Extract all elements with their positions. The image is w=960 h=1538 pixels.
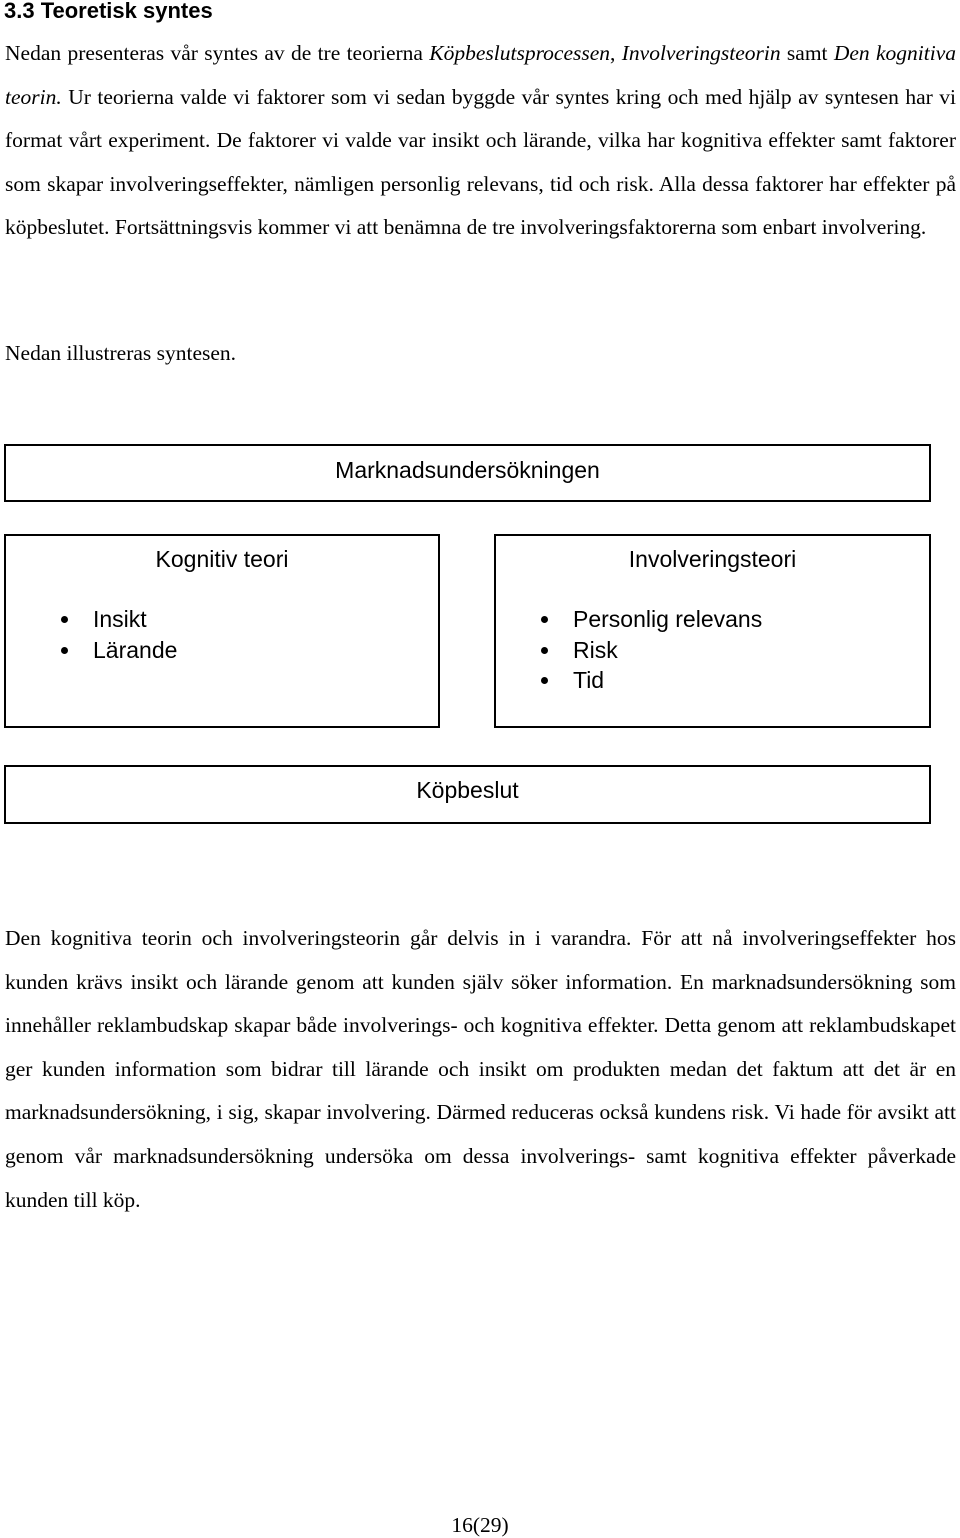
theory-kognitiv: Den kognitiva teorin. (5, 41, 956, 109)
list-item (541, 604, 762, 635)
illustration-intro: Nedan illustreras syntesen. (5, 341, 237, 365)
purchase-decision-label: Köpbeslut (416, 777, 519, 803)
involvement-factor-list (541, 604, 762, 696)
factor-label: Risk (573, 636, 618, 663)
factor-label: Tid (573, 667, 605, 694)
factor-label: Insikt (93, 606, 147, 632)
list-item (541, 665, 762, 696)
market-research-box (4, 444, 931, 502)
bullet-icon (541, 647, 548, 654)
bullet-icon (61, 647, 68, 654)
theory-kopbeslut: Köpbeslutsprocessen (429, 41, 611, 65)
bullet-icon (541, 616, 548, 623)
bullet-icon (541, 677, 548, 684)
purchase-decision-box (4, 765, 931, 824)
section-heading: 3.3 Teoretisk syntes (4, 0, 213, 23)
intro-separator-2: samt (780, 41, 834, 65)
intro-paragraph (5, 32, 956, 250)
page-number: 16(29) (451, 1513, 509, 1537)
list-item (61, 604, 177, 635)
intro-body: Ur teorierna valde vi faktorer som vi sedan byggde vår syntes kring och med hjälp av syntesen har vi format vårt experiment. De faktorer vi valde var insikt och lärande, vilka har kognitiva effekter samt faktorer som skapar involveringseffekter, nämligen personlig relevans, tid och risk. Alla dessa faktorer har effekter på köpbeslutet. Fortsättningsvis kommer vi att benämna de tre involveringsfaktorerna som enbart involvering. (5, 84, 956, 240)
list-item (541, 635, 762, 666)
cognitive-theory-title: Kognitiv teori (155, 546, 289, 572)
list-item (61, 635, 177, 666)
intro-prefix: Nedan presenteras vår syntes av de tre teorierna (5, 41, 430, 65)
intro-separator-1: , (610, 41, 622, 65)
involvement-theory-box (494, 534, 931, 728)
cognitive-theory-box (4, 534, 440, 728)
involvement-theory-title: Involveringsteori (628, 546, 797, 572)
conclusion-paragraph: Den kognitiva teorin och involveringsteorin går delvis in i varandra. För att nå involveringseffekter hos kunden krävs insikt och lärande genom att kunden själv söker information. En marknadsundersökning som innehåller reklambudskap skapar både involverings- och kognitiva effekter. Detta genom att reklambudskapet ger kunden information som bidrar till lärande och insikt om produkten medan det faktum att det är en marknadsundersökning, i sig, skapar involvering. Därmed reduceras också kundens risk. Vi hade för avsikt att genom vår marknadsundersökning undersöka om dessa involverings- samt kognitiva effekter påverkade kunden till köp. (5, 926, 956, 1212)
theory-involvering: Involveringsteorin (621, 41, 781, 65)
cognitive-factor-list (61, 604, 177, 665)
factor-label: Personlig relevans (573, 606, 763, 632)
market-research-label: Marknadsundersökningen (335, 457, 600, 483)
factor-label: Lärande (93, 636, 178, 663)
bullet-icon (61, 616, 68, 623)
